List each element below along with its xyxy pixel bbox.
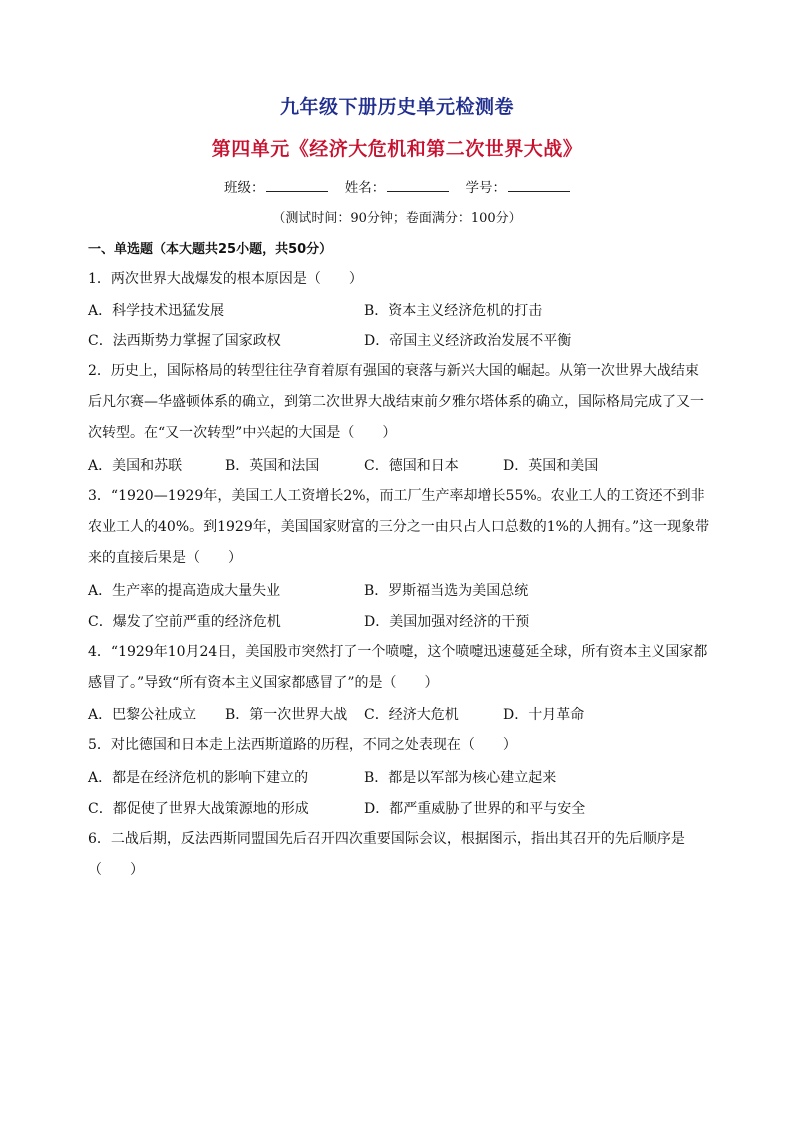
question-3-option-a: A．生产率的提高造成大量失业 (88, 583, 281, 599)
class-label: 班级： (223, 180, 265, 196)
question-5-stem: 5．对比德国和日本走上法西斯道路的历程，不同之处表现在（ ） (88, 737, 517, 753)
unit-subtitle: 第四单元《经济大危机和第二次世界大战》 (211, 138, 583, 160)
question-3-option-b: B．罗斯福当选为美国总统 (364, 583, 529, 599)
name-field (345, 180, 450, 196)
question-2-option-c: C．德国和日本 (364, 458, 459, 474)
question-4-option-c: C．经济大危机 (364, 707, 459, 723)
question-5-option-d: D．都严重威胁了世界的和平与安全 (364, 801, 586, 817)
question-3-option-c: C．爆发了空前严重的经济危机 (88, 614, 281, 630)
question-1-option-a: A．科学技术迅猛发展 (88, 303, 225, 319)
question-2-option-b: B．英国和法国 (225, 458, 320, 474)
id-blank (508, 179, 570, 192)
id-label: 学号： (465, 180, 507, 196)
question-1-option-d: D．帝国主义经济政治发展不平衡 (364, 333, 572, 349)
question-4-option-b: B．第一次世界大战 (225, 707, 348, 723)
question-1-stem: 1．两次世界大战爆发的根本原因是（ ） (88, 271, 363, 287)
class-blank (266, 179, 328, 192)
question-3-option-d: D．美国加强对经济的干预 (364, 614, 530, 630)
question-5-option-b: B．都是以军部为核心建立起来 (364, 770, 557, 786)
id-field (466, 180, 571, 196)
question-4-option-a: A．巴黎公社成立 (88, 707, 197, 723)
question-3-stem: 3．“1920—1929年，美国工人工资增长2%，而工厂生产率却增长55%。农业工人的工资还不到非农业工人的40%。到1929年，美国国家财富的三分之一由只占人口总数的1%的人拥有。”这一现象带来的直接后果是（ ） (88, 488, 710, 566)
name-blank (387, 179, 449, 192)
question-5-option-c: C．都促使了世界大战策源地的形成 (88, 801, 309, 817)
question-2-stem: 2．历史上，国际格局的转型往往孕育着原有强国的衰落与新兴大国的崛起。从第一次世界大战结束后凡尔赛—华盛顿体系的确立，到第二次世界大战结束前夕雅尔塔体系的确立，国际格局完成了又一次转型。在“又一次转型”中兴起的大国是（ ） (88, 363, 704, 441)
question-5-option-a: A．都是在经济危机的影响下建立的 (88, 770, 309, 786)
test-info: （测试时间：90分钟；卷面满分：100分） (272, 211, 522, 226)
question-2-option-a: A．美国和苏联 (88, 458, 183, 474)
question-4-stem: 4．“1929年10月24日，美国股市突然打了一个喷嚏，这个喷嚏迅速蔓延全球，所有资本主义国家都感冒了。”导致“所有资本主义国家都感冒了”的是（ ） (88, 644, 708, 691)
name-label: 姓名： (344, 180, 386, 196)
question-2-option-d: D．英国和美国 (503, 458, 599, 474)
question-1-option-b: B．资本主义经济危机的打击 (364, 303, 543, 319)
question-4-option-d: D．十月革命 (503, 707, 585, 723)
question-1-option-c: C．法西斯势力掌握了国家政权 (88, 333, 281, 349)
student-info-line (0, 176, 794, 196)
question-6-stem: 6．二战后期，反法西斯同盟国先后召开四次重要国际会议，根据图示，指出其召开的先后顺序是（ ） (88, 831, 685, 878)
section-heading: 一、单选题（本大题共25小题，共50分） (88, 242, 333, 257)
class-field (224, 180, 329, 196)
exam-title: 九年级下册历史单元检测卷 (279, 96, 514, 118)
